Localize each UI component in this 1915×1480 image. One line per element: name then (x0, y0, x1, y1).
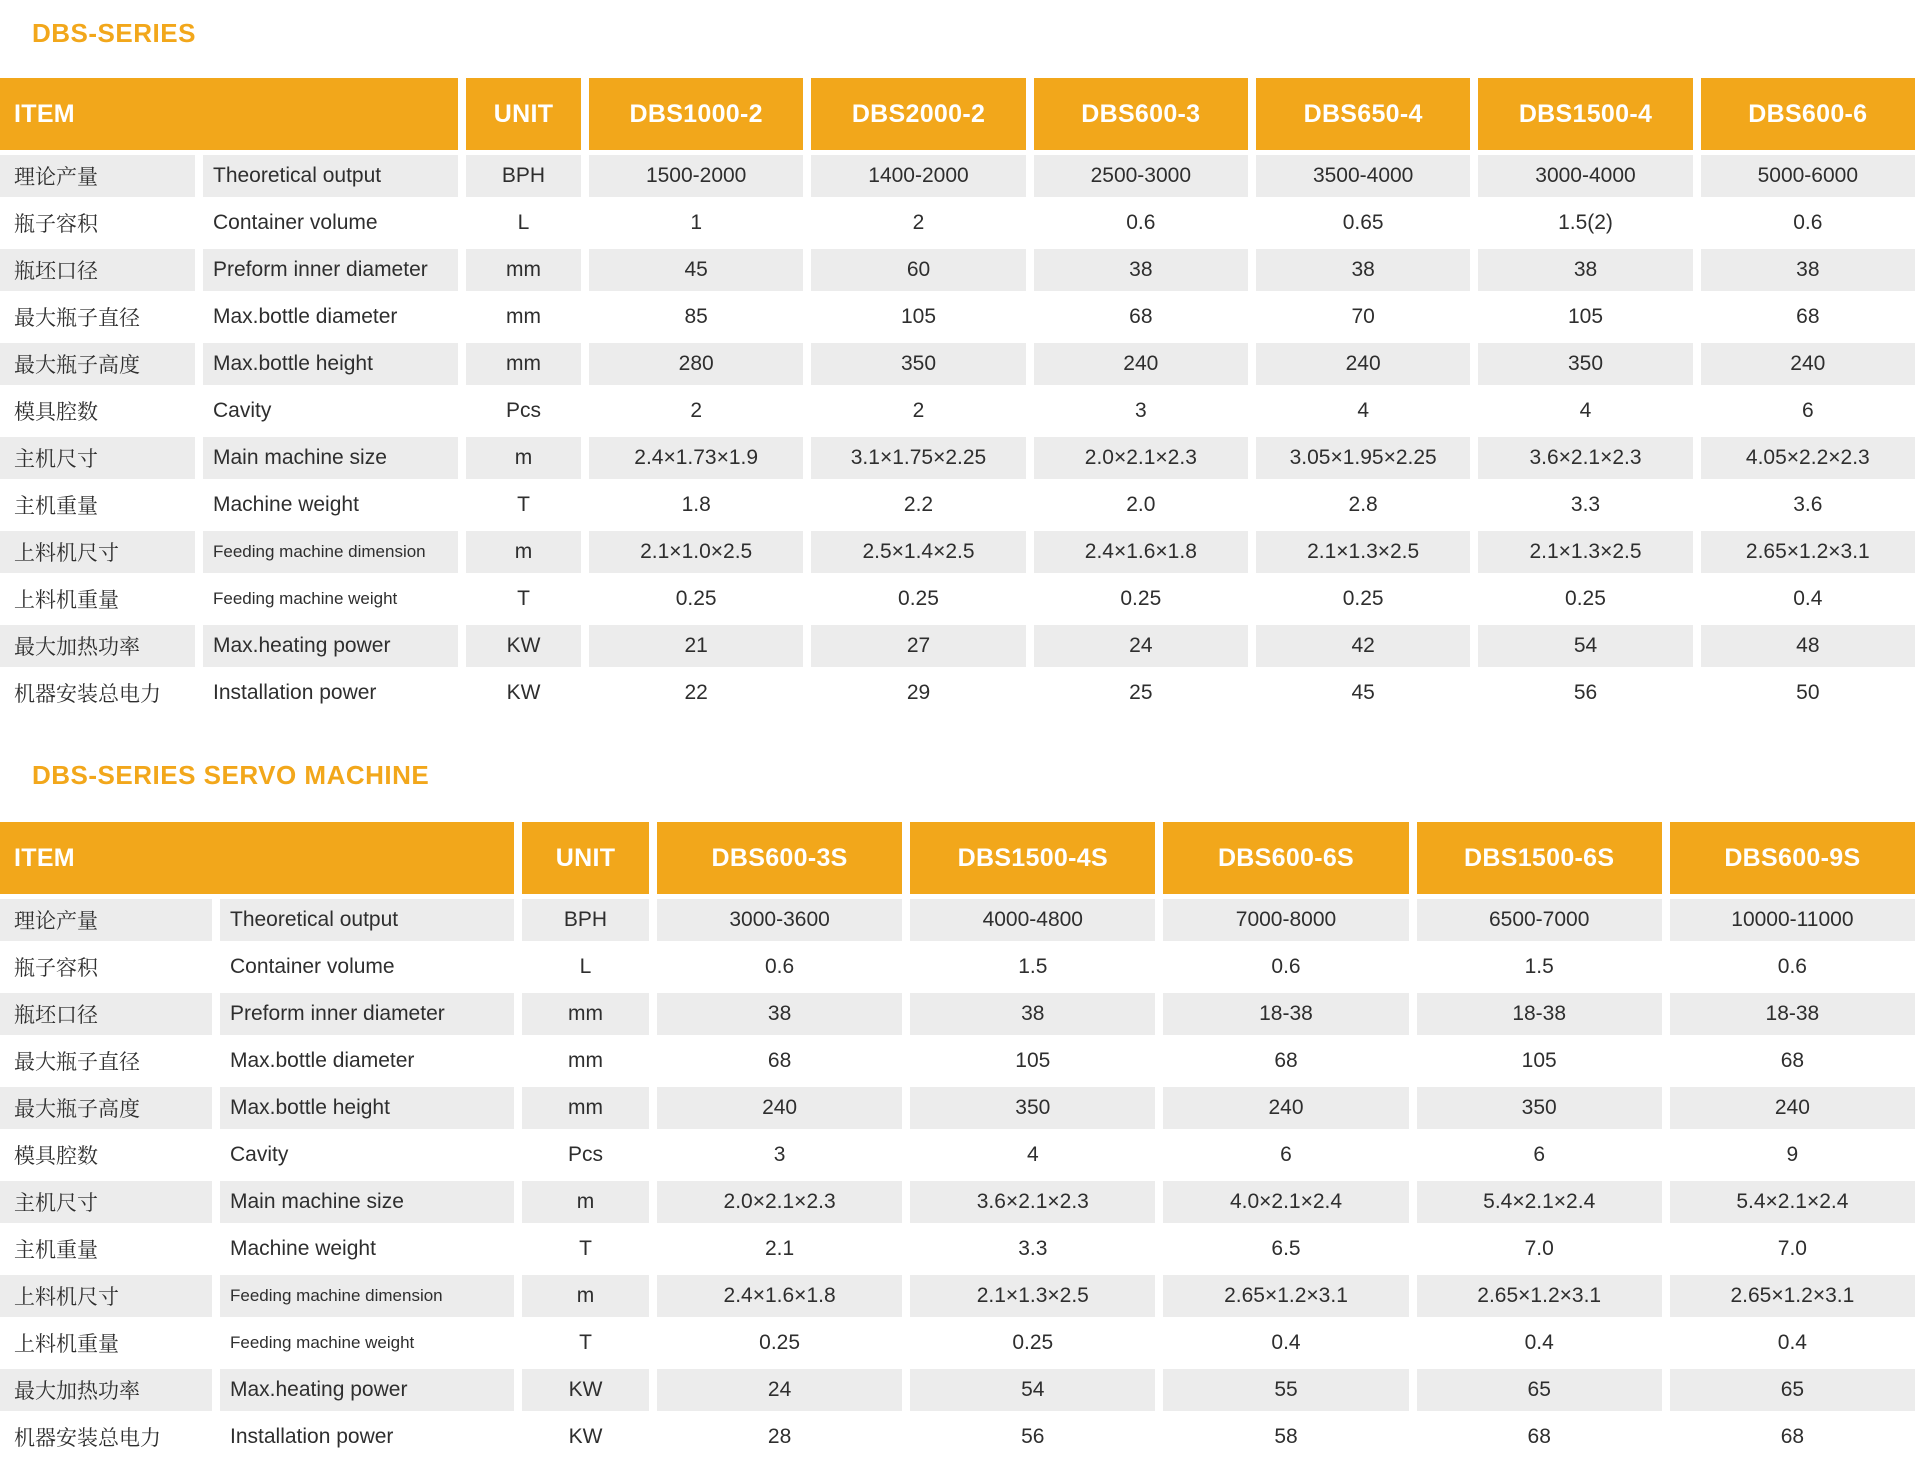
value-cell: 2.8 (1348, 493, 1378, 516)
row-label-cn: 瓶子容积 (14, 957, 98, 980)
value-cell: 105 (1567, 305, 1604, 328)
value-cell: 3 (773, 1143, 786, 1166)
value-cell: 240 (1034, 343, 1248, 385)
row-unit-cell: mm (522, 993, 649, 1035)
row-label-en: Installation power (213, 681, 377, 704)
row-unit-cell: L (579, 955, 592, 978)
value-cell: 85 (684, 305, 708, 328)
row-unit-cell: T (517, 493, 530, 516)
row-label-en: Main machine size (203, 437, 458, 479)
row-label-en: Main machine size (220, 1181, 514, 1223)
row-label-en: Machine weight (230, 1237, 376, 1260)
value-cell: 1.5(2) (1558, 211, 1613, 234)
value-cell: 1400-2000 (811, 155, 1025, 197)
row-unit-cell: T (579, 1331, 592, 1354)
model-column-header: DBS1000-2 (589, 78, 803, 150)
row-label-cn: 机器安装总电力 (14, 1427, 161, 1450)
row-unit-cell: T (517, 587, 530, 610)
value-cell: 29 (906, 681, 931, 704)
value-cell: 3000-4000 (1478, 155, 1692, 197)
value-cell: 24 (657, 1369, 902, 1411)
row-label-en: Theoretical output (220, 899, 514, 941)
value-cell: 27 (811, 625, 1025, 667)
model-column-header: DBS600-9S (1670, 822, 1915, 894)
row-label-cn: 瓶坯口径 (0, 249, 195, 291)
value-cell: 18-38 (1670, 993, 1915, 1035)
value-cell: 0.25 (1120, 587, 1162, 610)
row-unit-cell: mm (568, 1049, 603, 1072)
row-label-en: Max.bottle diameter (213, 305, 398, 328)
model-column-header: DBS600-6 (1701, 78, 1915, 150)
row-unit-cell: BPH (522, 899, 649, 941)
value-cell: 3.6×2.1×2.3 (1478, 437, 1692, 479)
value-cell: 105 (900, 305, 937, 328)
value-cell: 1.5 (1524, 955, 1554, 978)
row-unit-cell: Pcs (505, 399, 541, 422)
value-cell: 2.4×1.6×1.8 (657, 1275, 902, 1317)
value-cell: 2 (690, 399, 702, 422)
value-cell: 6 (1801, 399, 1814, 422)
value-cell: 240 (1256, 343, 1470, 385)
value-cell: 3.3 (1570, 493, 1601, 516)
value-cell: 38 (1256, 249, 1470, 291)
row-label-en: Max.bottle height (220, 1087, 514, 1129)
value-cell: 350 (811, 343, 1025, 385)
value-cell: 38 (1478, 249, 1692, 291)
row-label-cn: 主机重量 (14, 1239, 98, 1262)
row-label-cn: 理论产量 (0, 155, 195, 197)
model-column-header: DBS600-3 (1034, 78, 1248, 150)
value-cell: 0.6 (764, 955, 795, 978)
value-cell: 3.1×1.75×2.25 (811, 437, 1025, 479)
row-unit-cell: KW (466, 625, 581, 667)
row-label-en: Max.bottle height (203, 343, 458, 385)
value-cell: 3.6 (1793, 493, 1823, 516)
value-cell: 9 (1786, 1143, 1799, 1166)
value-cell: 3 (1134, 399, 1147, 422)
value-cell: 68 (1796, 305, 1820, 328)
item-column-header: ITEM (0, 822, 514, 894)
row-label-cn: 模具腔数 (14, 1145, 98, 1168)
value-cell: 0.25 (898, 587, 939, 610)
value-cell: 1 (690, 211, 702, 234)
row-label-en: Preform inner diameter (203, 249, 458, 291)
value-cell: 22 (684, 681, 708, 704)
value-cell: 56 (1021, 1425, 1045, 1448)
value-cell: 6 (1533, 1143, 1546, 1166)
model-column-header: DBS1500-6S (1417, 822, 1662, 894)
value-cell: 2.0 (1126, 493, 1156, 516)
row-unit-cell: KW (506, 681, 541, 704)
row-label-en: Container volume (230, 955, 395, 978)
row-label-en: Cavity (230, 1143, 289, 1166)
value-cell: 0.6 (1793, 211, 1823, 234)
value-cell: 105 (1015, 1049, 1051, 1072)
value-cell: 0.4 (1524, 1331, 1554, 1354)
row-label-cn: 模具腔数 (14, 401, 98, 424)
value-cell: 240 (1670, 1087, 1915, 1129)
value-cell: 38 (910, 993, 1155, 1035)
value-cell: 38 (1701, 249, 1915, 291)
value-cell: 0.25 (1565, 587, 1606, 610)
value-cell: 350 (1478, 343, 1692, 385)
value-cell: 55 (1163, 1369, 1408, 1411)
value-cell: 2.5×1.4×2.5 (811, 531, 1025, 573)
item-column-header: ITEM (0, 78, 458, 150)
row-unit-cell: KW (568, 1425, 603, 1448)
value-cell: 2.0×2.1×2.3 (1034, 437, 1248, 479)
value-cell: 68 (767, 1049, 792, 1072)
row-label-cn: 上料机重量 (14, 589, 119, 612)
value-cell: 18-38 (1417, 993, 1662, 1035)
value-cell: 2.0×2.1×2.3 (657, 1181, 902, 1223)
value-cell: 5.4×2.1×2.4 (1417, 1181, 1662, 1223)
model-column-header: DBS1500-4 (1478, 78, 1692, 150)
row-label-cn: 上料机重量 (14, 1333, 119, 1356)
row-unit-cell: m (522, 1181, 649, 1223)
value-cell: 3.3 (1018, 1237, 1048, 1260)
value-cell: 240 (657, 1087, 902, 1129)
value-cell: 45 (1351, 681, 1375, 704)
row-unit-cell: mm (466, 249, 581, 291)
value-cell: 2500-3000 (1034, 155, 1248, 197)
row-label-en: Feeding machine weight (230, 1333, 415, 1352)
row-label-cn: 最大瓶子高度 (0, 1087, 212, 1129)
value-cell: 1500-2000 (589, 155, 803, 197)
value-cell: 2 (912, 211, 925, 234)
value-cell: 0.4 (1271, 1331, 1301, 1354)
row-unit-cell: m (522, 1275, 649, 1317)
unit-column-header: UNIT (522, 822, 649, 894)
value-cell: 21 (589, 625, 803, 667)
value-cell: 10000-11000 (1670, 899, 1915, 941)
row-unit-cell: T (579, 1237, 592, 1260)
value-cell: 3500-4000 (1256, 155, 1470, 197)
value-cell: 0.6 (1777, 955, 1807, 978)
value-cell: 4000-4800 (910, 899, 1155, 941)
value-cell: 4 (1357, 399, 1369, 422)
row-label-cn: 最大加热功率 (0, 1369, 212, 1411)
row-label-cn: 主机尺寸 (0, 1181, 212, 1223)
row-label-en: Feeding machine dimension (203, 531, 458, 573)
row-unit-cell: L (517, 211, 530, 234)
value-cell: 0.25 (675, 587, 717, 610)
value-cell: 7.0 (1777, 1237, 1807, 1260)
value-cell: 48 (1701, 625, 1915, 667)
value-cell: 240 (1701, 343, 1915, 385)
value-cell: 2.1×1.3×2.5 (910, 1275, 1155, 1317)
value-cell: 105 (1521, 1049, 1557, 1072)
row-unit-cell: mm (506, 305, 541, 328)
value-cell: 60 (811, 249, 1025, 291)
value-cell: 4 (1579, 399, 1592, 422)
value-cell: 38 (1034, 249, 1248, 291)
value-cell: 2.1×1.0×2.5 (589, 531, 803, 573)
value-cell: 68 (1780, 1049, 1805, 1072)
row-unit-cell: mm (522, 1087, 649, 1129)
value-cell: 2.65×1.2×3.1 (1670, 1275, 1915, 1317)
row-label-cn: 理论产量 (0, 899, 212, 941)
value-cell: 56 (1573, 681, 1598, 704)
value-cell: 2.1×1.3×2.5 (1256, 531, 1470, 573)
value-cell: 5000-6000 (1701, 155, 1915, 197)
value-cell: 70 (1351, 305, 1375, 328)
servo-page-title: DBS-SERIES SERVO MACHINE (32, 760, 430, 790)
value-cell: 0.6 (1271, 955, 1301, 978)
row-label-cn: 主机重量 (14, 495, 98, 518)
value-cell: 68 (1274, 1049, 1298, 1072)
value-cell: 18-38 (1163, 993, 1408, 1035)
model-column-header: DBS1500-4S (910, 822, 1155, 894)
row-label-en: Max.heating power (220, 1369, 514, 1411)
value-cell: 28 (767, 1425, 792, 1448)
row-label-cn: 机器安装总电力 (14, 683, 161, 706)
row-label-en: Preform inner diameter (220, 993, 514, 1035)
model-column-header: DBS600-6S (1163, 822, 1408, 894)
value-cell: 42 (1256, 625, 1470, 667)
value-cell: 350 (1417, 1087, 1662, 1129)
row-unit-cell: KW (522, 1369, 649, 1411)
value-cell: 38 (657, 993, 902, 1035)
row-unit-cell: mm (466, 343, 581, 385)
value-cell: 280 (589, 343, 803, 385)
value-cell: 7.0 (1524, 1237, 1554, 1260)
dbs-series-spec-table (0, 78, 1915, 714)
row-unit-cell: BPH (466, 155, 581, 197)
row-label-cn: 瓶子容积 (14, 213, 98, 236)
row-label-en: Max.bottle diameter (230, 1049, 415, 1072)
value-cell: 0.25 (1342, 587, 1384, 610)
value-cell: 58 (1274, 1425, 1298, 1448)
value-cell: 68 (1129, 305, 1153, 328)
value-cell: 2.4×1.6×1.8 (1034, 531, 1248, 573)
value-cell: 65 (1670, 1369, 1915, 1411)
value-cell: 2.1 (764, 1237, 795, 1260)
row-label-en: Machine weight (213, 493, 359, 516)
value-cell: 2.1×1.3×2.5 (1478, 531, 1692, 573)
value-cell: 2.65×1.2×3.1 (1163, 1275, 1408, 1317)
value-cell: 2.65×1.2×3.1 (1417, 1275, 1662, 1317)
value-cell: 0.4 (1777, 1331, 1807, 1354)
row-label-cn: 最大瓶子高度 (0, 343, 195, 385)
row-label-en: Cavity (213, 399, 272, 422)
value-cell: 0.25 (759, 1331, 801, 1354)
value-cell: 2.4×1.73×1.9 (589, 437, 803, 479)
page-title: DBS-SERIES (32, 18, 196, 48)
value-cell: 68 (1780, 1425, 1805, 1448)
row-label-en: Feeding machine weight (213, 589, 398, 608)
value-cell: 6.5 (1271, 1237, 1301, 1260)
row-unit-cell: m (466, 437, 581, 479)
dbs-series-section (0, 20, 1915, 714)
value-cell: 5.4×2.1×2.4 (1670, 1181, 1915, 1223)
value-cell: 6500-7000 (1417, 899, 1662, 941)
value-cell: 4.0×2.1×2.4 (1163, 1181, 1408, 1223)
value-cell: 4.05×2.2×2.3 (1701, 437, 1915, 479)
value-cell: 0.4 (1793, 587, 1823, 610)
row-label-cn: 上料机尺寸 (0, 531, 195, 573)
dbs-series-servo-section (0, 762, 1915, 1458)
value-cell: 65 (1417, 1369, 1662, 1411)
value-cell: 45 (589, 249, 803, 291)
row-unit-cell: Pcs (567, 1143, 603, 1166)
row-label-cn: 主机尺寸 (0, 437, 195, 479)
value-cell: 350 (910, 1087, 1155, 1129)
model-column-header: DBS600-3S (657, 822, 902, 894)
value-cell: 0.25 (1012, 1331, 1054, 1354)
value-cell: 2.2 (903, 493, 934, 516)
value-cell: 3.6×2.1×2.3 (910, 1181, 1155, 1223)
value-cell: 4 (1026, 1143, 1039, 1166)
value-cell: 3000-3600 (657, 899, 902, 941)
value-cell: 240 (1163, 1087, 1408, 1129)
value-cell: 0.6 (1126, 211, 1156, 234)
row-label-cn: 瓶坯口径 (0, 993, 212, 1035)
value-cell: 7000-8000 (1163, 899, 1408, 941)
row-label-en: Feeding machine dimension (220, 1275, 514, 1317)
value-cell: 24 (1034, 625, 1248, 667)
value-cell: 3.05×1.95×2.25 (1256, 437, 1470, 479)
row-unit-cell: m (466, 531, 581, 573)
row-label-en: Theoretical output (203, 155, 458, 197)
value-cell: 25 (1129, 681, 1153, 704)
model-column-header: DBS650-4 (1256, 78, 1470, 150)
value-cell: 54 (910, 1369, 1155, 1411)
value-cell: 1.8 (681, 493, 711, 516)
model-column-header: DBS2000-2 (811, 78, 1025, 150)
value-cell: 50 (1796, 681, 1820, 704)
row-label-cn: 最大加热功率 (0, 625, 195, 667)
value-cell: 68 (1527, 1425, 1551, 1448)
value-cell: 2.65×1.2×3.1 (1701, 531, 1915, 573)
value-cell: 6 (1280, 1143, 1292, 1166)
unit-column-header: UNIT (466, 78, 581, 150)
row-label-cn: 上料机尺寸 (0, 1275, 212, 1317)
dbs-series-servo-spec-table (0, 822, 1915, 1458)
value-cell: 54 (1478, 625, 1692, 667)
row-label-en: Max.heating power (203, 625, 458, 667)
row-label-en: Container volume (213, 211, 378, 234)
value-cell: 2 (912, 399, 925, 422)
value-cell: 0.65 (1342, 211, 1384, 234)
value-cell: 1.5 (1018, 955, 1048, 978)
row-label-cn: 最大瓶子直径 (14, 307, 140, 330)
row-label-en: Installation power (230, 1425, 394, 1448)
row-label-cn: 最大瓶子直径 (14, 1051, 140, 1074)
